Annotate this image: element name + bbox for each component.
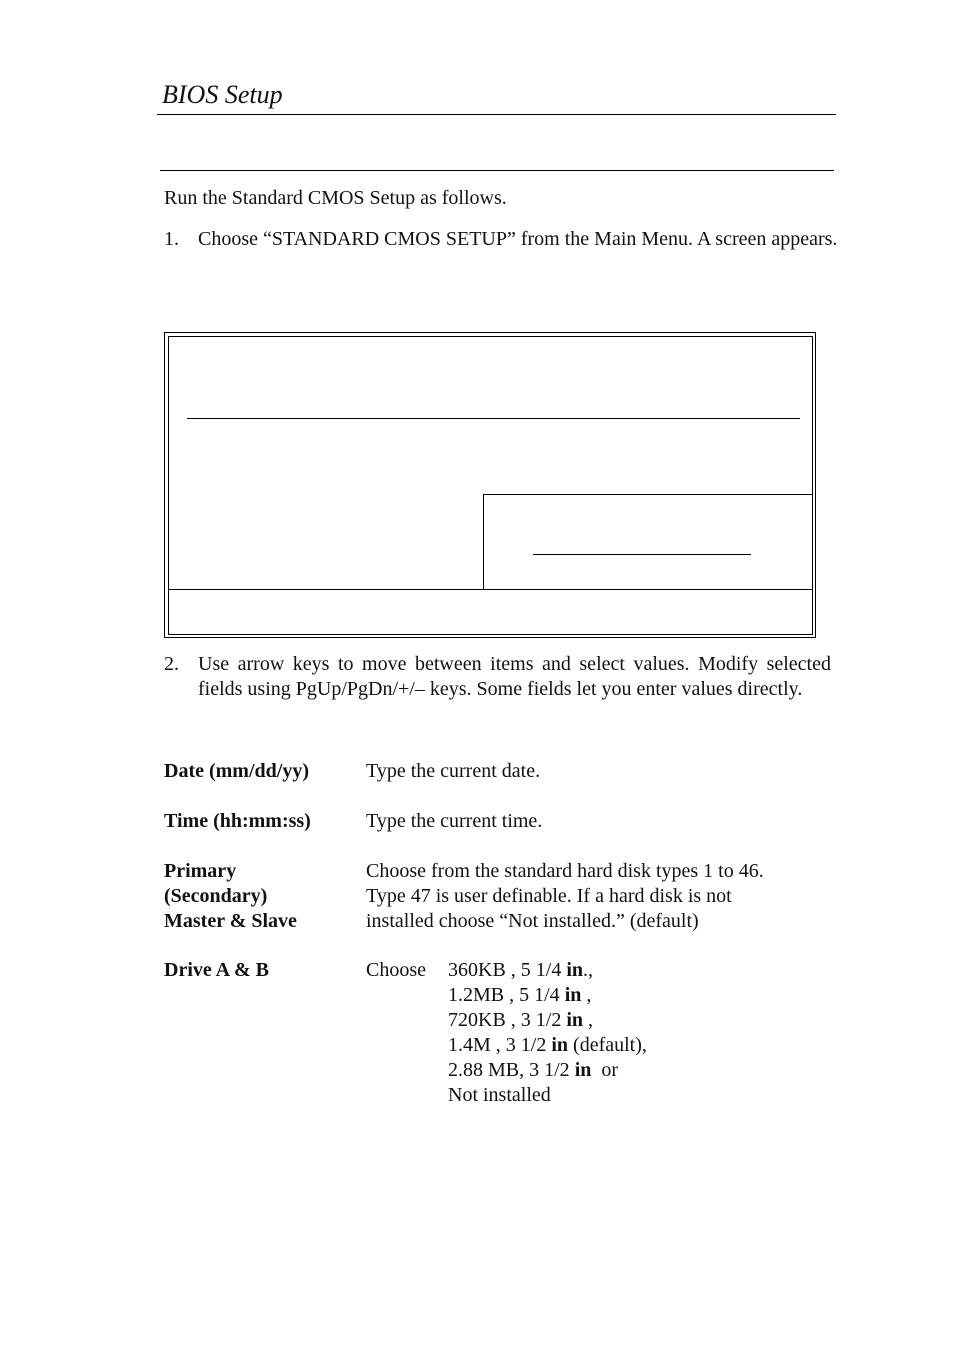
drive-option: 1.4M , 3 1/2 in (default), (448, 1034, 647, 1056)
field-desc-drive-choose: Choose (366, 959, 426, 981)
step-1-text: Choose “STANDARD CMOS SETUP” from the Main Menu. A screen appears. (198, 228, 838, 250)
drive-option: 1.2MB , 5 1/4 in , (448, 984, 592, 1006)
field-term-time: Time (hh:mm:ss) (164, 810, 311, 832)
field-desc-hard-disk: Choose from the standard hard disk types 1 to 46. Type 47 is user definable. If a hard disk is not installed choose “Not installed.” (default) (366, 860, 764, 932)
screen-figure-status-rule (168, 589, 813, 590)
screen-figure-memory-panel (483, 494, 813, 589)
field-term-line: Master & Slave (164, 910, 297, 932)
field-term-date: Date (mm/dd/yy) (164, 760, 309, 782)
screen-figure-inner-frame (168, 336, 813, 635)
drive-option: 2.88 MB, 3 1/2 in or (448, 1059, 619, 1081)
drive-option: Not installed (448, 1084, 551, 1106)
field-term-hard-disk (164, 859, 359, 934)
step-2-text: Use arrow keys to move between items and select values. Modify selected fields using PgUp/PgDn/+/– keys. Some fields let you enter values directly. (198, 653, 831, 700)
section-divider (160, 170, 834, 171)
page-header-title: BIOS Setup (162, 80, 283, 109)
intro-text: Run the Standard CMOS Setup as follows. (164, 187, 507, 209)
field-desc-date: Type the current date. (366, 760, 541, 782)
drive-option: 720KB , 3 1/2 in , (448, 1009, 594, 1031)
header-divider (157, 114, 836, 115)
step-2-number: 2. (164, 653, 179, 675)
field-term-drive: Drive A & B (164, 959, 269, 981)
field-term-line: (Secondary) (164, 885, 268, 907)
step-1-number: 1. (164, 228, 179, 250)
field-desc-time: Type the current time. (366, 810, 543, 832)
screen-figure-title-rule (187, 418, 800, 419)
field-term-line: Primary (164, 860, 237, 882)
screen-figure-panel-rule (533, 554, 751, 555)
drive-option: 360KB , 5 1/4 in., (448, 959, 599, 981)
